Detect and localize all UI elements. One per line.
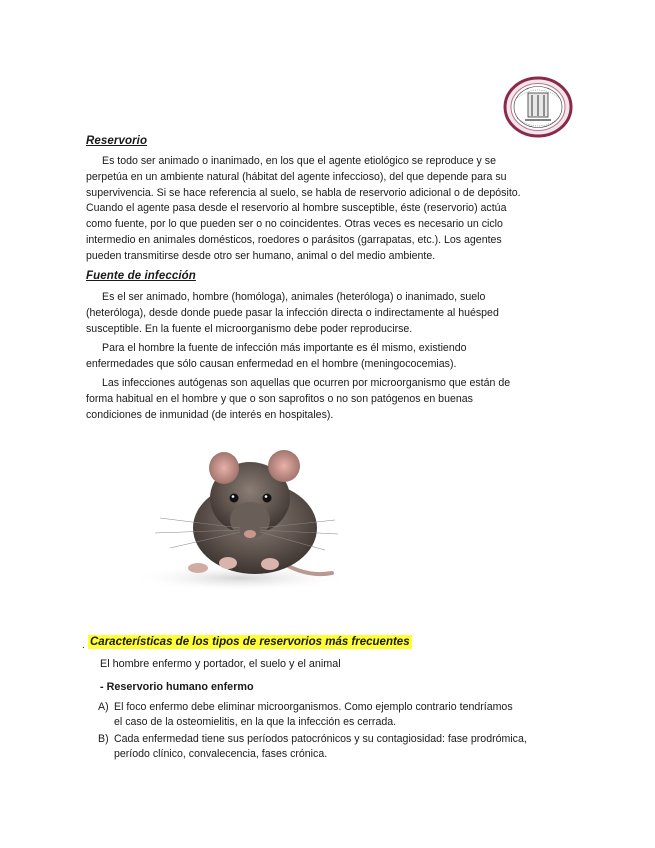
paragraph-line: intermedio en animales domésticos, roedores o parásitos (garrapatas, etc.). Los agentes: [86, 233, 502, 246]
paragraph-line: Es todo ser animado o inanimado, en los que el agente etiológico se reproduce y se: [102, 155, 496, 167]
list-line: período clínico, convalecencia, fases crónica.: [114, 748, 328, 761]
list-letter: A): [98, 701, 109, 713]
paragraph-line: supervivencia. Si se hace referencia al suelo, se habla de reservorio adicional o de depósito.: [86, 186, 521, 199]
institution-seal-icon: [503, 76, 573, 138]
paragraph-reservorio: [86, 154, 568, 265]
paragraph-line: forma habitual en el hombre y que o son saprofitos o no son patógenos en buenas: [86, 392, 473, 405]
subheading-reservorio-humano: - Reservorio humano enfermo: [100, 681, 254, 693]
list-item: [98, 732, 570, 763]
list-letter: B): [98, 733, 109, 745]
highlighted-heading: Características de los tipos de reservorios más frecuentes: [90, 636, 410, 648]
paragraph-line: Es el ser animado, hombre (homóloga), animales (heteróloga) o inanimado, suelo: [102, 291, 486, 303]
rat-photo: [100, 428, 346, 598]
paragraph-line: (heteróloga), desde donde puede pasar la infección directa o indirectamente al huésped: [86, 306, 499, 319]
section-heading-reservorio: Reservorio: [86, 135, 148, 147]
section-heading-fuente: Fuente de infección: [86, 270, 196, 282]
bullet-dot: .: [82, 640, 85, 651]
paragraph-fuente-3: [86, 376, 568, 423]
intro-text: El hombre enfermo y portador, el suelo y el animal: [100, 658, 341, 670]
paragraph-line: Para el hombre la fuente de infección más importante es él mismo, existiendo: [102, 342, 467, 354]
paragraph-line: pueden transmitirse desde otro ser humano, animal o del medio ambiente.: [86, 249, 436, 262]
paragraph-line: Las infecciones autógenas son aquellas que ocurren por microorganismo que están de: [102, 377, 511, 389]
paragraph-line: condiciones de inmunidad (de interés en hospitales).: [86, 408, 334, 421]
paragraph-line: enfermedades que sólo causan enfermedad en el hombre (meningococemias).: [86, 357, 457, 370]
paragraph-fuente-2: [86, 341, 568, 373]
list-line: El foco enfermo debe eliminar microorganismos. Como ejemplo contrario tendríamos: [114, 701, 513, 713]
list-line: el caso de la osteomielitis, en la que la infección es cerrada.: [114, 716, 397, 729]
paragraph-line: como fuente, por lo que pueden ser o no coincidentes. Otras veces es necesario un ciclo: [86, 218, 503, 231]
paragraph-line: perpetúa en un ambiente natural (hábitat del agente infeccioso), del que depende para su: [86, 170, 507, 183]
paragraph-line: Cuando el agente pasa desde el reservorio al hombre susceptible, éste (reservorio) actúa: [86, 202, 507, 215]
list-item: [98, 700, 570, 731]
paragraph-line: susceptible. En la fuente el microorganismo debe poder reproducirse.: [86, 322, 413, 335]
paragraph-fuente-1: [86, 290, 568, 337]
list-line: Cada enfermedad tiene sus períodos patocrónicos y su contagiosidad: fase prodrómica,: [114, 733, 527, 745]
